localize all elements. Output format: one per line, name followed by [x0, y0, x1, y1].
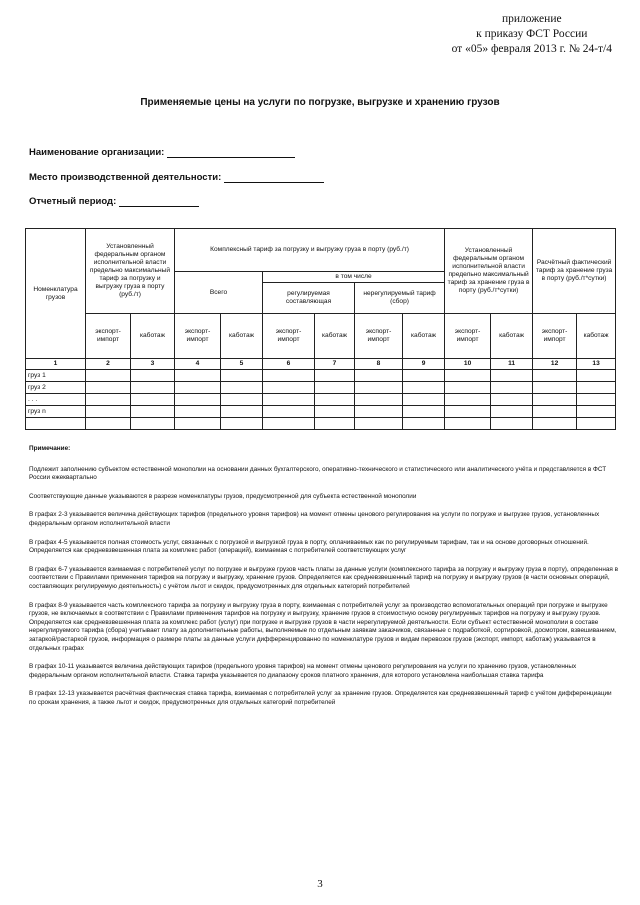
th-export-import: экспорт-импорт — [533, 314, 577, 359]
notes-section — [29, 445, 619, 717]
table-cell — [86, 394, 131, 406]
th-fed-max-storage: Установленный федеральным органом исполнительной власти предельно максимальный тариф за хранение груза в порту (руб./т*сутки) — [445, 229, 533, 314]
table-cell — [86, 418, 131, 430]
table-cell — [533, 370, 577, 382]
table-cell — [315, 382, 355, 394]
table-row — [26, 394, 616, 406]
table-cell — [263, 394, 315, 406]
table-cell — [131, 418, 175, 430]
cargo-name: груз 1 — [26, 370, 86, 382]
table-cell — [86, 370, 131, 382]
th-including: в том числе — [263, 272, 445, 283]
table-row — [26, 382, 616, 394]
table-cell — [491, 418, 533, 430]
th-cabotage: каботаж — [577, 314, 616, 359]
th-cabotage: каботаж — [315, 314, 355, 359]
col-number: 11 — [491, 359, 533, 370]
col-number: 5 — [221, 359, 263, 370]
table-cell — [533, 394, 577, 406]
col-number: 9 — [403, 359, 445, 370]
table-row — [26, 406, 616, 418]
th-unregulated: нерегулируемый тариф (сбор) — [355, 283, 445, 314]
table-cell — [221, 394, 263, 406]
table-cell — [221, 406, 263, 418]
table-cell — [403, 418, 445, 430]
th-total: Всего — [175, 272, 263, 314]
table-cell — [315, 406, 355, 418]
table-cell — [175, 406, 221, 418]
table-cell — [491, 370, 533, 382]
cargo-name: . . . — [26, 394, 86, 406]
notes-title: Примечание: — [29, 445, 71, 452]
table-cell — [175, 394, 221, 406]
table-cell — [355, 394, 403, 406]
table-cell — [263, 406, 315, 418]
col-number: 2 — [86, 359, 131, 370]
col-number: 13 — [577, 359, 616, 370]
col-number: 6 — [263, 359, 315, 370]
table-cell — [491, 394, 533, 406]
th-storage-actual: Расчётный фактический тариф за хранение груза в порту (руб./т*сутки) — [533, 229, 616, 314]
table-cell — [263, 370, 315, 382]
note-paragraph: В графах 10-11 указывается величина действующих тарифов (предельного уровня тарифов) на момент отмены ценового регулирования на услуги по хранению грузов, установленных федеральным органом исполнительной власти. Ставка тарифа указывается по диапазону сроков платного хранения, для которого установлена наибольшая ставка тарифа — [29, 663, 577, 679]
tariff-table — [25, 228, 616, 430]
table-cell — [131, 406, 175, 418]
note-paragraph: В графах 6-7 указывается взимаемая с потребителей услуг по погрузке и выгрузке грузов часть платы за данные услуги (комплексного тарифа за погрузку и выгрузку груза в порту), определенная в соответствии с Правилами применения тарифов на погрузку и выгрузку, хранение грузов. Определяется как средневзвешенный тариф на погрузку и выгрузку грузов (в части основных операций, составляющих регулируемую деятельность) с учётом льгот и скидок, предусмотренных для отдельных категорий потребителей — [29, 565, 619, 590]
table-cell — [131, 370, 175, 382]
column-number-row — [26, 359, 616, 370]
table-cell — [577, 418, 616, 430]
col-number: 3 — [131, 359, 175, 370]
th-cabotage: каботаж — [403, 314, 445, 359]
period-field — [29, 196, 199, 207]
note-paragraph: Подлежит заполнению субъектом естественной монополии на основании данных бухгалтерского, оперативно-технического и статистического или аналитического учёта и представляется в ФСТ России ежеквартально — [29, 465, 607, 482]
table-cell — [577, 382, 616, 394]
header-appendix: приложение — [502, 13, 562, 25]
table-cell — [533, 382, 577, 394]
th-export-import: экспорт-импорт — [263, 314, 315, 359]
table-cell — [355, 406, 403, 418]
table-cell — [221, 382, 263, 394]
table-cell — [131, 382, 175, 394]
table-cell — [445, 418, 491, 430]
table-cell — [355, 418, 403, 430]
table-cell — [445, 394, 491, 406]
table-cell — [86, 406, 131, 418]
place-line — [224, 172, 324, 183]
table-cell — [175, 370, 221, 382]
table-cell — [403, 394, 445, 406]
cargo-name — [26, 418, 86, 430]
table-cell — [131, 394, 175, 406]
table-cell — [533, 406, 577, 418]
th-export-import: экспорт-импорт — [355, 314, 403, 359]
page-number: 3 — [317, 878, 323, 890]
document-title: Применяемые цены на услуги по погрузке, выгрузке и хранению грузов — [140, 97, 500, 108]
note-paragraph: В графах 12-13 указывается расчётная фактическая ставка тарифа, взимаемая с потребителей услуг за хранение грузов. Определяется как средневзвешенный тариф с учётом дифференциации по срокам хранения, а также льгот и скидок, предусмотренных для отдельных категорий потребителей — [29, 690, 612, 706]
table-cell — [221, 418, 263, 430]
table-cell — [445, 382, 491, 394]
order-reference — [452, 12, 612, 57]
table-row — [26, 370, 616, 382]
th-cabotage: каботаж — [221, 314, 263, 359]
table-cell — [533, 418, 577, 430]
table-cell — [86, 382, 131, 394]
th-cabotage: каботаж — [131, 314, 175, 359]
th-export-import: экспорт-импорт — [175, 314, 221, 359]
table-cell — [577, 394, 616, 406]
table-cell — [315, 418, 355, 430]
th-complex-tariff: Комплексный тариф за погрузку и выгрузку груза в порту (руб./т) — [175, 229, 445, 272]
place-label: Место производственной деятельности: — [29, 172, 222, 183]
note-paragraph: В графах 4-5 указывается полная стоимость услуг, связанных с погрузкой и выгрузкой груза в порту, оплачиваемых как по регулируемым тарифам, так и на основе договорных отношений. Определяется как средневзвешенная плата за комплекс работ (операций), взимаемая с потребителей соответствующих услуг — [29, 538, 589, 555]
th-export-import: экспорт-импорт — [445, 314, 491, 359]
place-field — [29, 172, 324, 183]
org-name-line — [167, 147, 295, 158]
table-cell — [315, 394, 355, 406]
col-number: 1 — [26, 359, 86, 370]
th-regulated: регулируемая составляющая — [263, 283, 355, 314]
cargo-name: груз n — [26, 406, 86, 418]
th-nomenclature: Номенклатура грузов — [26, 229, 86, 359]
col-number: 4 — [175, 359, 221, 370]
table-cell — [315, 370, 355, 382]
table-cell — [491, 382, 533, 394]
period-label: Отчетный период: — [29, 196, 117, 207]
header-date: от «05» февраля 2013 г. № 24-т/4 — [451, 43, 612, 55]
period-line — [119, 196, 199, 207]
table-row — [26, 418, 616, 430]
table-cell — [221, 370, 263, 382]
table-cell — [403, 382, 445, 394]
th-fed-max-loading: Установленный федеральным органом исполнительной власти предельно максимальный тариф за погрузку и выгрузку груза в порту (руб./т) — [86, 229, 175, 314]
table-cell — [403, 406, 445, 418]
col-number: 8 — [355, 359, 403, 370]
table-cell — [445, 370, 491, 382]
table-cell — [355, 382, 403, 394]
table-cell — [175, 418, 221, 430]
col-number: 10 — [445, 359, 491, 370]
note-paragraph: В графах 2-3 указывается величина действующих тарифов (предельного уровня тарифов) на момент отмены ценового регулирования на услуги по погрузке и выгрузке грузов, установленных федеральным органом исполнительной власти — [29, 511, 600, 527]
th-export-import: экспорт-импорт — [86, 314, 131, 359]
table-cell — [445, 406, 491, 418]
cargo-name: груз 2 — [26, 382, 86, 394]
table-cell — [577, 370, 616, 382]
table-cell — [355, 370, 403, 382]
table-cell — [263, 418, 315, 430]
org-name-label: Наименование организации: — [29, 147, 165, 158]
table-cell — [577, 406, 616, 418]
table-cell — [175, 382, 221, 394]
table-cell — [263, 382, 315, 394]
table-cell — [403, 370, 445, 382]
col-number: 7 — [315, 359, 355, 370]
col-number: 12 — [533, 359, 577, 370]
header-order: к приказу ФСТ России — [476, 28, 588, 40]
note-paragraph: Соответствующие данные указываются в разрезе номенклатуры грузов, предусмотренной для субъекта естественной монополии — [29, 492, 417, 500]
note-paragraph: В графах 8-9 указывается часть комплексного тарифа за погрузку и выгрузку груза в порту, взимаемая с потребителей услуг за производство вспомогательных операций при погрузке и выгрузке грузов, не включаемых в соответствии с Правилами применения тарифов на погрузку и выгрузку, хранение грузов в стоимостную основу регулируемых тарифов на погрузку и выгрузку грузов. Определяется как средневзвешенная плата за комплекс работ (услуг) при погрузке и выгрузке грузов в части нерегулируемой деятельности. Если субъект естественной монополии в составе нерегулируемого тарифа (сбора) учитывает плату за дополнительные работы, выполняемые по отдельным заявкам заказчиков, связанные с подработкой, сортировкой, досмотром, взвешиванием, затаркой/растаркой грузов, информация о размере платы за данные услуги дифференцированно по номенклатуре грузов и видам перевозок грузов (экспорт, импорт, каботаж) указывается в отдельных графах — [29, 601, 617, 652]
table-cell — [491, 406, 533, 418]
org-name-field — [29, 147, 295, 158]
th-cabotage: каботаж — [491, 314, 533, 359]
